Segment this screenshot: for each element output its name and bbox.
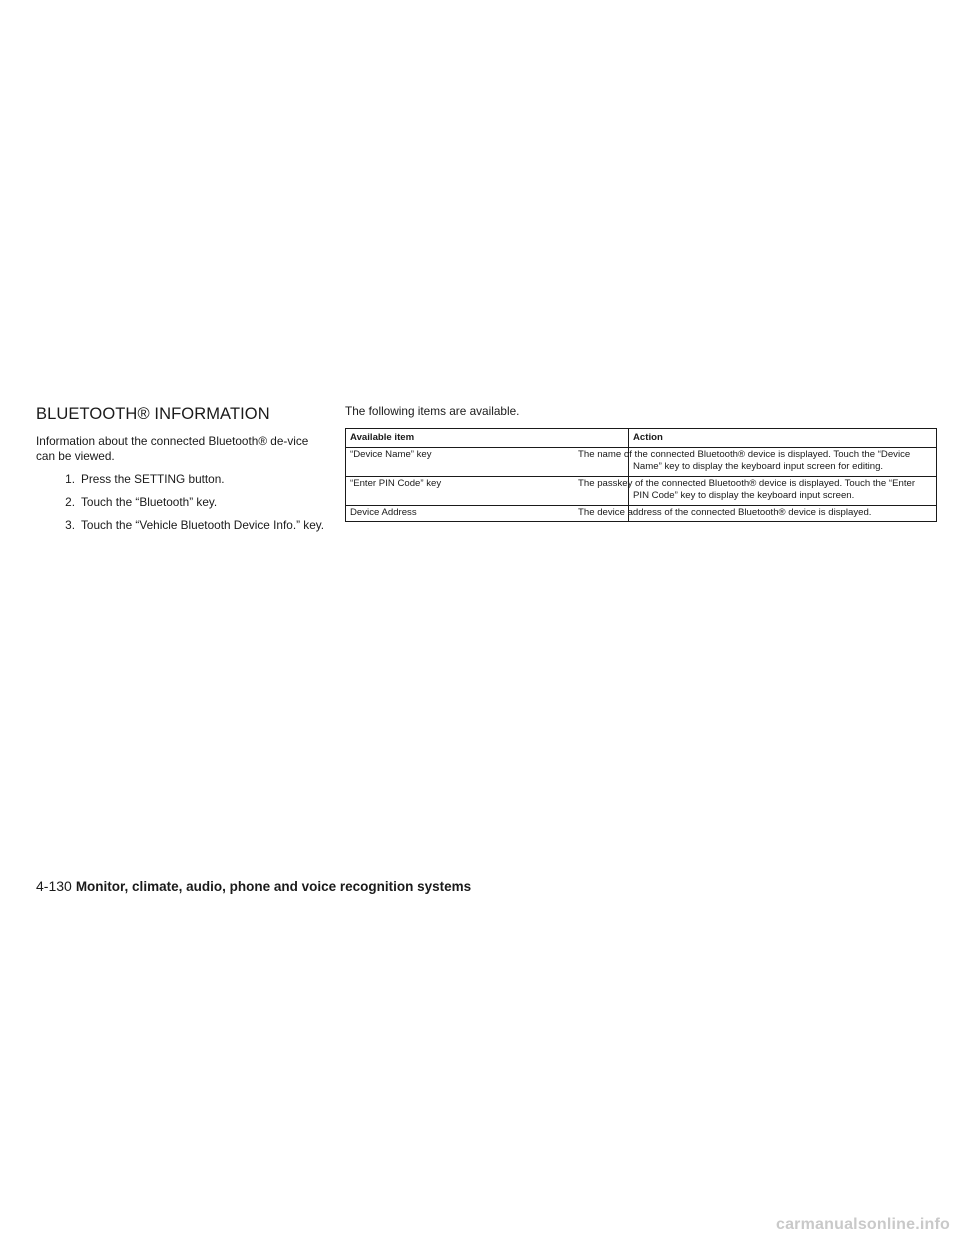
table-row (346, 447, 937, 476)
available-items-table (345, 428, 937, 522)
chapter-title: Monitor, climate, audio, phone and voice recognition systems (75, 879, 472, 894)
table-lead-text: The following items are available. (345, 404, 520, 418)
action-cell: The name of the connected Bluetooth® device is displayed. Touch the “Device Name” key to display the keyboard input screen for editing. (629, 447, 937, 476)
steps-list (36, 472, 326, 533)
item-cell: “Enter PIN Code” key (346, 476, 629, 505)
step-number: 1. (65, 472, 75, 486)
page-footer (36, 877, 471, 896)
action-cell: The passkey of the connected Bluetooth® device is displayed. Touch the “Enter PIN Code” key to display the keyboard input screen. (629, 476, 937, 505)
column-header-item: Available item (346, 429, 629, 448)
step-text: Touch the “Bluetooth” key. (81, 495, 218, 509)
item-cell: “Device Name” key (346, 447, 629, 476)
right-column (345, 402, 937, 522)
step-number: 3. (65, 518, 75, 532)
item-cell: Device Address (346, 505, 629, 522)
step-number: 2. (65, 495, 75, 509)
column-header-action: Action (629, 429, 937, 448)
step-item (36, 472, 326, 487)
table-header-row (346, 429, 937, 448)
table-row (346, 505, 937, 522)
step-item (36, 518, 326, 533)
step-text: Touch the “Vehicle Bluetooth Device Info.” key. (81, 518, 325, 532)
intro-paragraph: Information about the connected Bluetooth® de-vice can be viewed. (36, 434, 309, 463)
section-title: BLUETOOTH® INFORMATION (36, 405, 270, 423)
page-number: 4-130 (36, 878, 72, 894)
step-text: Press the SETTING button. (81, 472, 225, 486)
watermark-text: carmanualsonline.info (775, 1216, 950, 1233)
left-column (36, 402, 326, 533)
table-row (346, 476, 937, 505)
step-item (36, 495, 326, 510)
action-cell: The device address of the connected Bluetooth® device is displayed. (578, 506, 872, 518)
